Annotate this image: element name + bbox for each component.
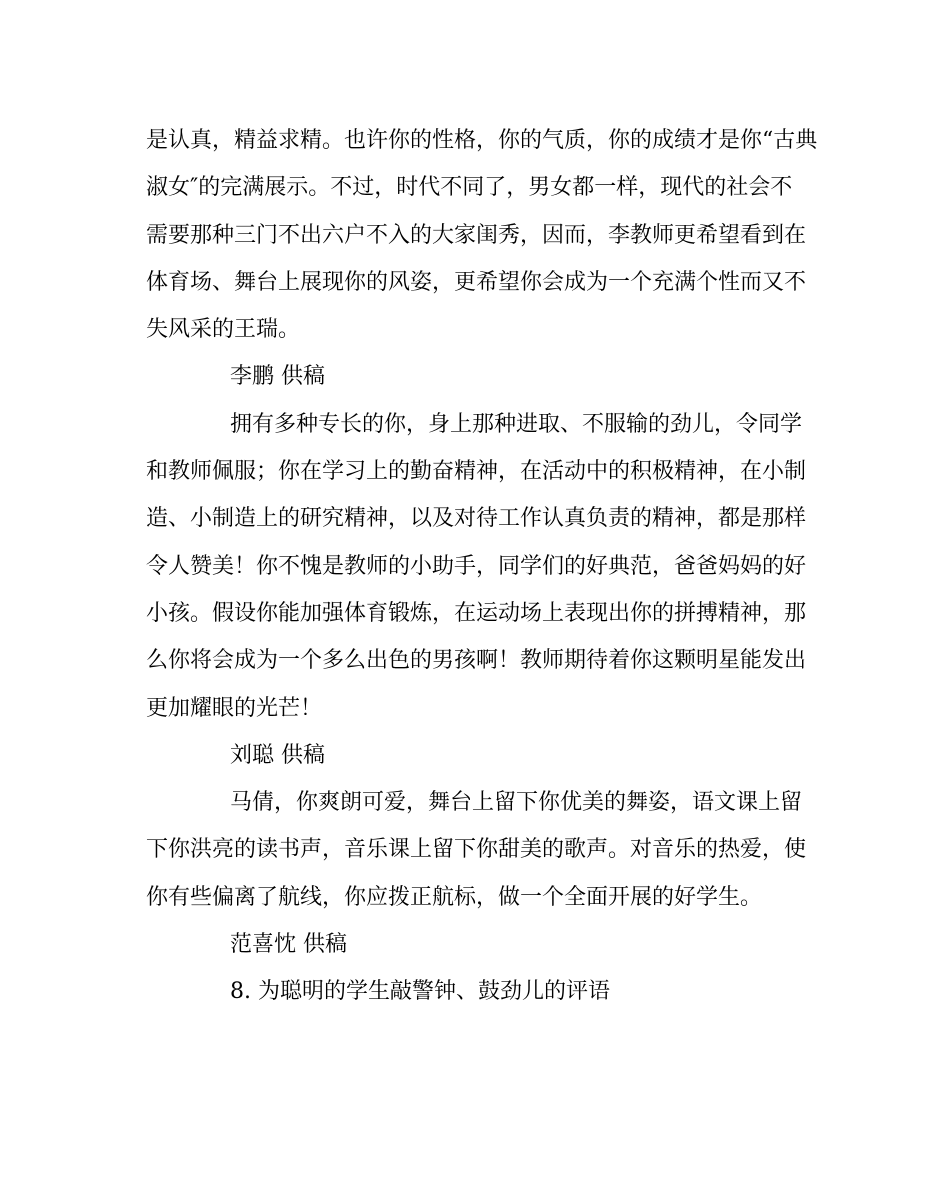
text-line: 体育场、舞台上展现你的风姿，更希望你会成为一个充满个性而又不 — [146, 269, 807, 295]
text-line: 小孩。假设你能加强体育锻炼，在运动场上表现出你的拼搏精神，那 — [146, 600, 807, 626]
text-line: 和教师佩服；你在学习上的勤奋精神，在活动中的积极精神，在小制 — [146, 459, 807, 485]
paragraph-first-line: 拥有多种专长的你，身上那种进取、不服输的劲儿，令同学 — [230, 411, 803, 437]
text-line: 需要那种三门不出六户不入的大家闺秀，因而，李教师更希望看到在 — [146, 222, 807, 248]
text-line: 令人赞美！你不愧是教师的小助手，同学们的好典范，爸爸妈妈的好 — [146, 553, 807, 579]
text-line: 更加耀眼的光芒！ — [146, 695, 323, 721]
text-line: 造、小制造上的研究精神，以及对待工作认真负责的精神，都是那样 — [146, 506, 807, 532]
paragraph-first-line: 马倩，你爽朗可爱，舞台上留下你优美的舞姿，语文课上留 — [230, 790, 803, 816]
text-line: 么你将会成为一个多么出色的男孩啊！教师期待着你这颗明星能发出 — [146, 648, 807, 674]
text-line: 失风采的王瑞。 — [146, 317, 301, 343]
author-credit: 范喜忱 供稿 — [230, 932, 347, 958]
text-line: 淑女″的完满展示。不过，时代不同了，男女都一样，现代的社会不 — [146, 175, 793, 201]
author-credit: 刘聪 供稿 — [230, 742, 325, 768]
section-heading: 8. 为聪明的学生敲警钟、鼓劲儿的评语 — [230, 979, 610, 1005]
author-credit: 李鹏 供稿 — [230, 364, 325, 390]
document-body — [146, 117, 818, 1016]
text-line: 是认真，精益求精。也许你的性格，你的气质，你的成绩才是你“古典 — [146, 128, 818, 153]
text-line: 下你洪亮的读书声，音乐课上留下你甜美的歌声。对音乐的热爱，使 — [146, 837, 807, 863]
text-line: 你有些偏离了航线，你应拨正航标，做一个全面开展的好学生。 — [146, 884, 763, 910]
